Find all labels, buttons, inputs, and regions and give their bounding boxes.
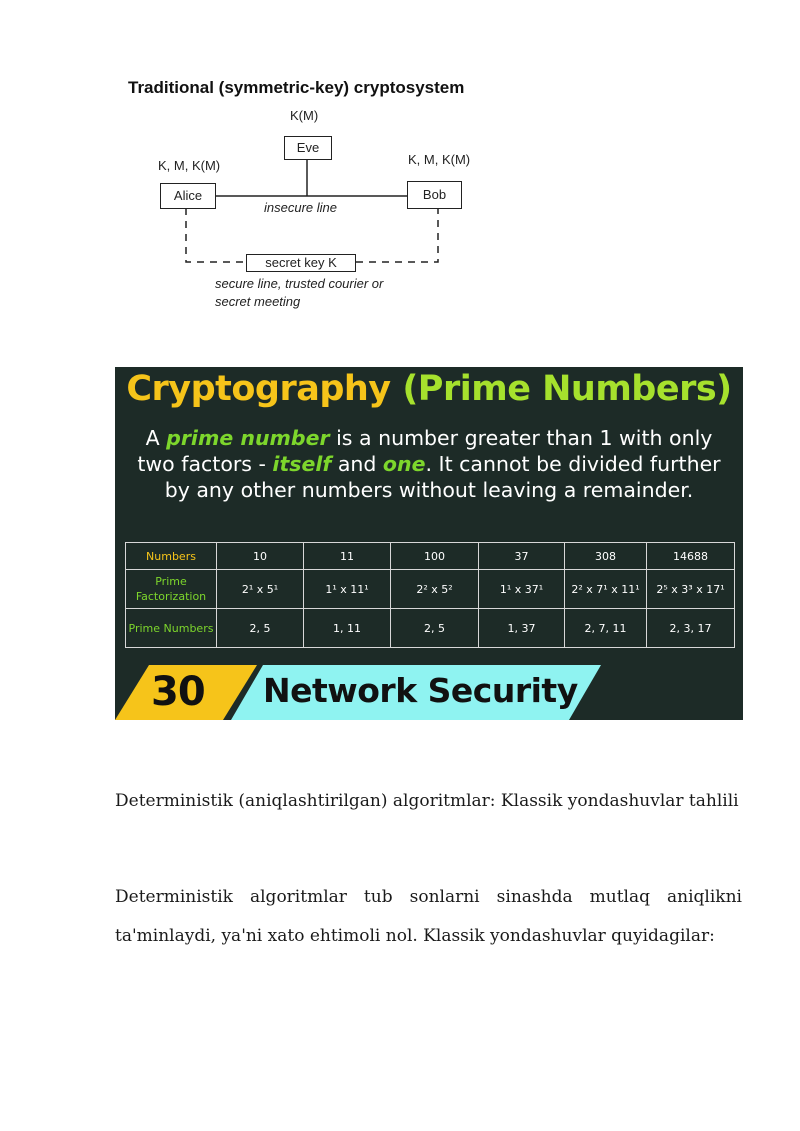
- secure-line-right: [356, 208, 438, 262]
- table-cell: 1¹ x 11¹: [304, 570, 391, 609]
- badge-number: 30: [151, 669, 205, 715]
- paragraph-heading: Deterministik (aniqlashtirilgan) algoritmlar: Klassik yondashuvlar tahlili: [115, 791, 739, 811]
- banner-title: [115, 369, 743, 409]
- table-cell: 1¹ x 37¹: [479, 570, 565, 609]
- alice-knowledge: K, M, K(M): [158, 158, 221, 173]
- row-header-numbers: Numbers: [126, 543, 217, 570]
- table-cell: 2, 3, 17: [647, 609, 735, 648]
- table-cell: 2, 5: [391, 609, 479, 648]
- banner-title-main: Cryptography: [126, 369, 391, 409]
- table-cell: 2⁵ x 3³ x 17¹: [647, 570, 735, 609]
- desc-highlight-itself: itself: [272, 452, 332, 476]
- table-row: [126, 570, 735, 609]
- secret-key-box: secret key K: [246, 254, 356, 272]
- row-header-primes: Prime Numbers: [126, 609, 217, 648]
- prime-definition: [125, 425, 733, 503]
- table-cell: 100: [391, 543, 479, 570]
- desc-text-4: . It cannot be divided further by any other numbers without leaving a remainder.: [164, 452, 721, 502]
- table-cell: 2¹ x 5¹: [217, 570, 304, 609]
- desc-highlight-prime-number: prime number: [166, 426, 330, 450]
- desc-text-1: A: [145, 426, 167, 450]
- table-cell: 11: [304, 543, 391, 570]
- paragraph-body: Deterministik algoritmlar tub sonlarni sinashda mutlaq aniqlikni ta'minlaydi, ya'ni xato ehtimoli nol. Klassik yondashuvlar quyidagilar:: [115, 887, 742, 946]
- table-cell: 1, 37: [479, 609, 565, 648]
- eve-knowledge: K(M): [290, 108, 319, 123]
- badge-text: Network Security: [263, 671, 578, 710]
- table-row: [126, 609, 735, 648]
- table-cell: 37: [479, 543, 565, 570]
- table-cell: 14688: [647, 543, 735, 570]
- desc-highlight-one: one: [382, 452, 426, 476]
- prime-numbers-banner: [115, 367, 743, 720]
- table-cell: 2, 7, 11: [565, 609, 647, 648]
- table-cell: 308: [565, 543, 647, 570]
- secure-line-label-1: secure line, trusted courier or: [215, 276, 384, 291]
- eve-box: Eve: [284, 136, 332, 160]
- desc-text-3: and: [331, 452, 383, 476]
- insecure-line-label: insecure line: [264, 200, 337, 215]
- table-cell: 10: [217, 543, 304, 570]
- table-cell: 1, 11: [304, 609, 391, 648]
- secure-line-label-2: secret meeting: [215, 294, 301, 309]
- prime-factorization-table: [125, 542, 735, 648]
- secure-line-left: [186, 208, 246, 262]
- table-cell: 2, 5: [217, 609, 304, 648]
- symmetric-key-diagram: [110, 70, 590, 330]
- table-cell: 2² x 5²: [391, 570, 479, 609]
- table-row: [126, 543, 735, 570]
- bob-box: Bob: [407, 181, 462, 209]
- bob-knowledge: K, M, K(M): [408, 152, 471, 167]
- diagram-title: Traditional (symmetric-key) cryptosystem: [128, 78, 465, 97]
- alice-box: Alice: [160, 183, 216, 209]
- banner-title-sub: (Prime Numbers): [402, 369, 732, 409]
- table-cell: 2² x 7¹ x 11¹: [565, 570, 647, 609]
- desc-text-2: is a number greater than 1 with only two factors -: [137, 426, 713, 476]
- row-header-factorization: Prime Factorization: [126, 570, 217, 609]
